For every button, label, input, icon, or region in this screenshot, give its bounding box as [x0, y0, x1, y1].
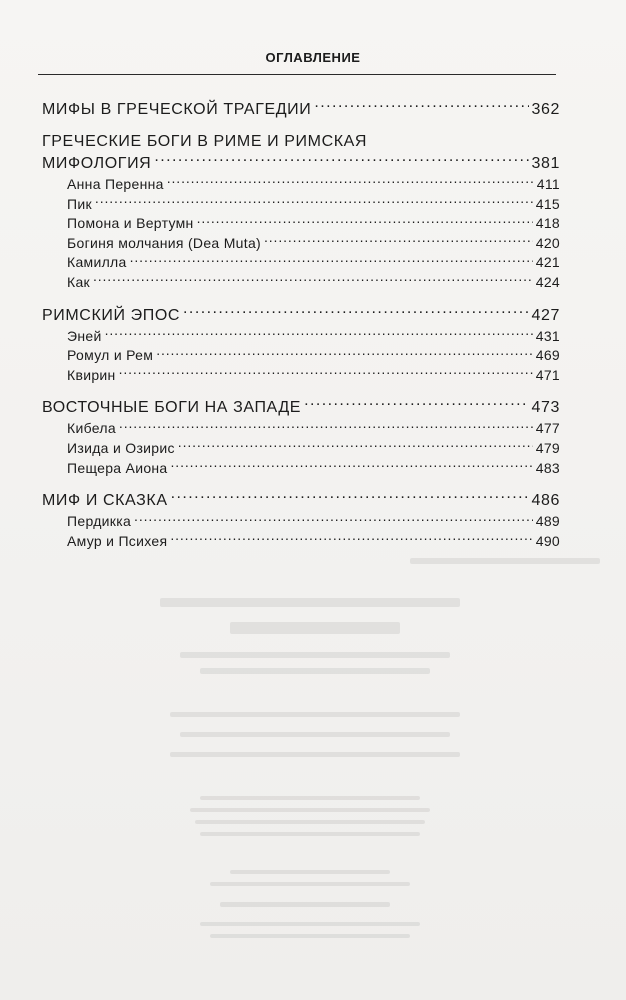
dot-leader	[171, 459, 533, 473]
toc-page-number: 471	[535, 366, 560, 383]
toc-page-number: 424	[535, 273, 560, 290]
toc-subentry	[42, 195, 560, 215]
dot-leader	[178, 439, 533, 453]
toc-page-number: 479	[535, 439, 560, 456]
toc-section	[42, 489, 560, 551]
page-header-title: ОГЛАВЛЕНИЕ	[265, 50, 361, 65]
toc-page-number: 421	[535, 254, 560, 271]
toc-subentry	[42, 532, 560, 552]
bleed-through-texture	[0, 540, 626, 1000]
toc-subentry-title: Как	[67, 273, 90, 290]
toc-subentry-title: Изида и Озирис	[67, 439, 175, 456]
dot-leader	[167, 175, 534, 189]
toc-subentry-title: Камилла	[67, 254, 127, 271]
toc-subentry-title: Богиня молчания (Dea Muta)	[67, 234, 261, 251]
toc-page-number: 473	[531, 399, 560, 417]
toc-subentry-title: Квирин	[67, 366, 116, 383]
toc-page-number: 427	[531, 306, 560, 324]
toc-page-number: 362	[531, 101, 560, 118]
toc-section-title: ВОСТОЧНЫЕ БОГИ НА ЗАПАДЕ	[42, 399, 302, 417]
toc-section-title: РИМСКИЙ ЭПОС	[42, 306, 181, 324]
toc-subentry-title: Помона и Вертумн	[67, 215, 194, 232]
header-divider	[38, 74, 556, 75]
toc-page-number: 415	[535, 195, 560, 212]
toc-subentry	[42, 234, 560, 254]
toc-section-title-line: ГРЕЧЕСКИЕ БОГИ В РИМЕ И РИМСКАЯ	[42, 133, 368, 150]
dot-leader	[95, 195, 533, 209]
toc-subentry	[42, 175, 560, 195]
toc-page-number: 486	[531, 492, 560, 510]
dot-leader	[170, 532, 532, 546]
dot-leader	[183, 304, 528, 320]
toc-subentry	[42, 439, 560, 459]
toc-page-number: 489	[535, 513, 560, 530]
dot-leader	[119, 419, 533, 433]
toc-subentry-title: Пердикка	[67, 513, 132, 530]
toc-page-number: 381	[531, 155, 560, 172]
toc-section-title: МИФЫ В ГРЕЧЕСКОЙ ТРАГЕДИИ	[42, 101, 312, 118]
toc-subentry-title: Пещера Аиона	[67, 459, 168, 476]
dot-leader	[130, 253, 533, 267]
dot-leader	[93, 273, 533, 287]
toc-subentry	[42, 512, 560, 532]
dot-leader	[105, 327, 533, 341]
toc-page-number: 477	[535, 420, 560, 437]
toc-page-number: 431	[535, 327, 560, 344]
toc-section	[42, 132, 560, 293]
toc-section	[42, 396, 560, 478]
toc-section	[42, 98, 560, 121]
dot-leader	[119, 366, 533, 380]
toc-subentry-title: Ромул и Рем	[67, 347, 154, 364]
toc-subentry	[42, 273, 560, 293]
toc-subentry	[42, 214, 560, 234]
toc-subentry	[42, 366, 560, 386]
dot-leader	[304, 396, 528, 412]
toc-page-number: 418	[535, 215, 560, 232]
dot-leader	[314, 98, 528, 114]
toc-page-number: 490	[535, 532, 560, 549]
toc-page-number: 483	[535, 459, 560, 476]
toc-page-number: 469	[535, 347, 560, 364]
toc-subentry	[42, 327, 560, 347]
dot-leader	[171, 489, 529, 505]
dot-leader	[197, 214, 533, 228]
toc-subentry-title: Эней	[67, 327, 102, 344]
toc-subentry-title: Пик	[67, 195, 92, 212]
toc-subentry	[42, 253, 560, 273]
toc-section	[42, 304, 560, 386]
table-of-contents	[42, 98, 560, 562]
toc-subentry	[42, 459, 560, 479]
dot-leader	[154, 152, 528, 168]
toc-section-entry	[42, 98, 560, 121]
dot-leader	[134, 512, 533, 526]
toc-section-entry	[42, 489, 560, 512]
dot-leader	[264, 234, 533, 248]
toc-section-title: МИФ И СКАЗКА	[42, 492, 168, 510]
toc-section-entry	[42, 304, 560, 327]
toc-section-entry	[42, 152, 560, 175]
toc-subentry	[42, 346, 560, 366]
dot-leader	[156, 346, 533, 360]
toc-section-title: МИФОЛОГИЯ	[42, 155, 152, 172]
toc-section-entry	[42, 396, 560, 419]
toc-subentry-title: Кибела	[67, 420, 116, 437]
toc-subentry-title: Анна Перенна	[67, 176, 164, 192]
toc-subentry	[42, 419, 560, 439]
toc-subentry-title: Амур и Психея	[67, 532, 168, 549]
toc-page-number: 411	[536, 176, 560, 192]
toc-page-number: 420	[535, 234, 560, 251]
